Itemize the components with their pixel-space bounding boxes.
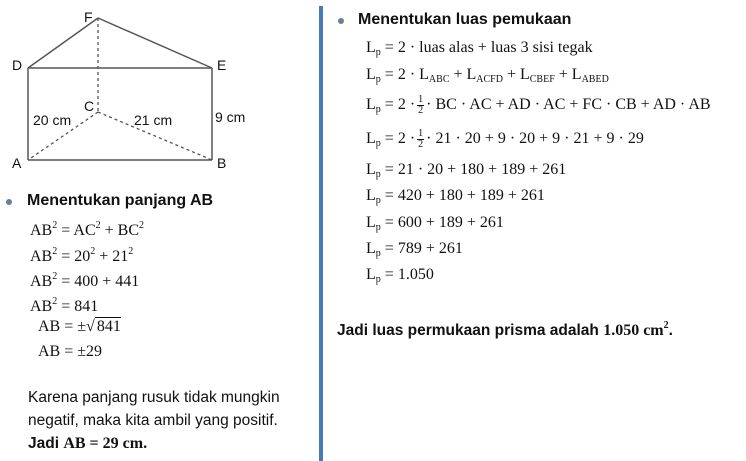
vertex-label-f: F: [84, 9, 93, 25]
bullet-icon: [338, 18, 344, 24]
lp-line-1: $L_p = 2$ · luas alas + luas 3 sisi tegak: [366, 39, 593, 58]
conclusion-line-2: negatif, maka kita ambil yang positif.: [28, 412, 278, 429]
lp-line-8: $L_p = 789 + 261$: [366, 240, 463, 259]
vertex-label-b: B: [217, 155, 227, 171]
prism-figure: [0, 0, 320, 180]
lp-line-5: $L_p = 21 \cdot 20 + 180 + 189 + 261$: [366, 161, 567, 180]
measure-height: 9 cm: [215, 109, 246, 125]
vertex-label-a: A: [12, 155, 22, 171]
column-divider: [319, 6, 323, 461]
lp-line-2: $L_p = 2 \cdot L_{ABC} + L_{ACFD} + L_{CBEF} + L_{ABED}$: [366, 66, 609, 85]
conclusion-line-3: Jadi AB = 29 cm.: [28, 435, 148, 452]
final-answer: Jadi luas permukaan prisma adalah 1.050 $cm^2$.: [337, 320, 673, 339]
lp-line-3: $L_p = 2$ · $\frac{1}{2}$ · BC · AC + AD · AC + FC · CB + AD · AB: [366, 94, 711, 116]
vertex-label-c: C: [84, 98, 95, 114]
vertex-label-d: D: [12, 57, 23, 73]
conclusion-line-1: Karena panjang rusuk tidak mungkin: [28, 389, 280, 406]
vertex-label-e: E: [217, 57, 227, 73]
left-heading: Menentukan panjang AB: [27, 192, 214, 209]
lp-line-7: $L_p = 600 + 189 + 261$: [366, 214, 504, 233]
right-heading: Menentukan luas pemukaan: [358, 11, 572, 28]
ab-step-3: $AB^2 = 400 + 441$: [30, 271, 140, 290]
edge-fe: [98, 18, 212, 68]
ab-step-1: $AB^2 = AC^2 + BC^2$: [30, 220, 144, 239]
ab-step-2: $AB^2 = 20^2 + 21^2$: [30, 246, 134, 265]
lp-line-4: $L_p = 2$ · $\frac{1}{2}$ · 21 · 20 + 9 · 20 + 9 · 21 + 9 · 29: [366, 128, 644, 150]
ab-step-5: AB = ±√ 841: [38, 318, 121, 335]
measure-ac: 20 cm: [33, 112, 72, 128]
lp-line-6: $L_p = 420 + 180 + 189 + 261$: [366, 187, 545, 206]
ab-step-6: AB = ±29: [38, 343, 103, 360]
ab-step-4: $AB^2 = 841$: [30, 296, 99, 315]
measure-bc: 21 cm: [134, 112, 173, 128]
edge-fd: [28, 18, 98, 68]
bullet-icon: [6, 199, 12, 205]
lp-line-9: $L_p = 1.050$: [366, 266, 434, 285]
